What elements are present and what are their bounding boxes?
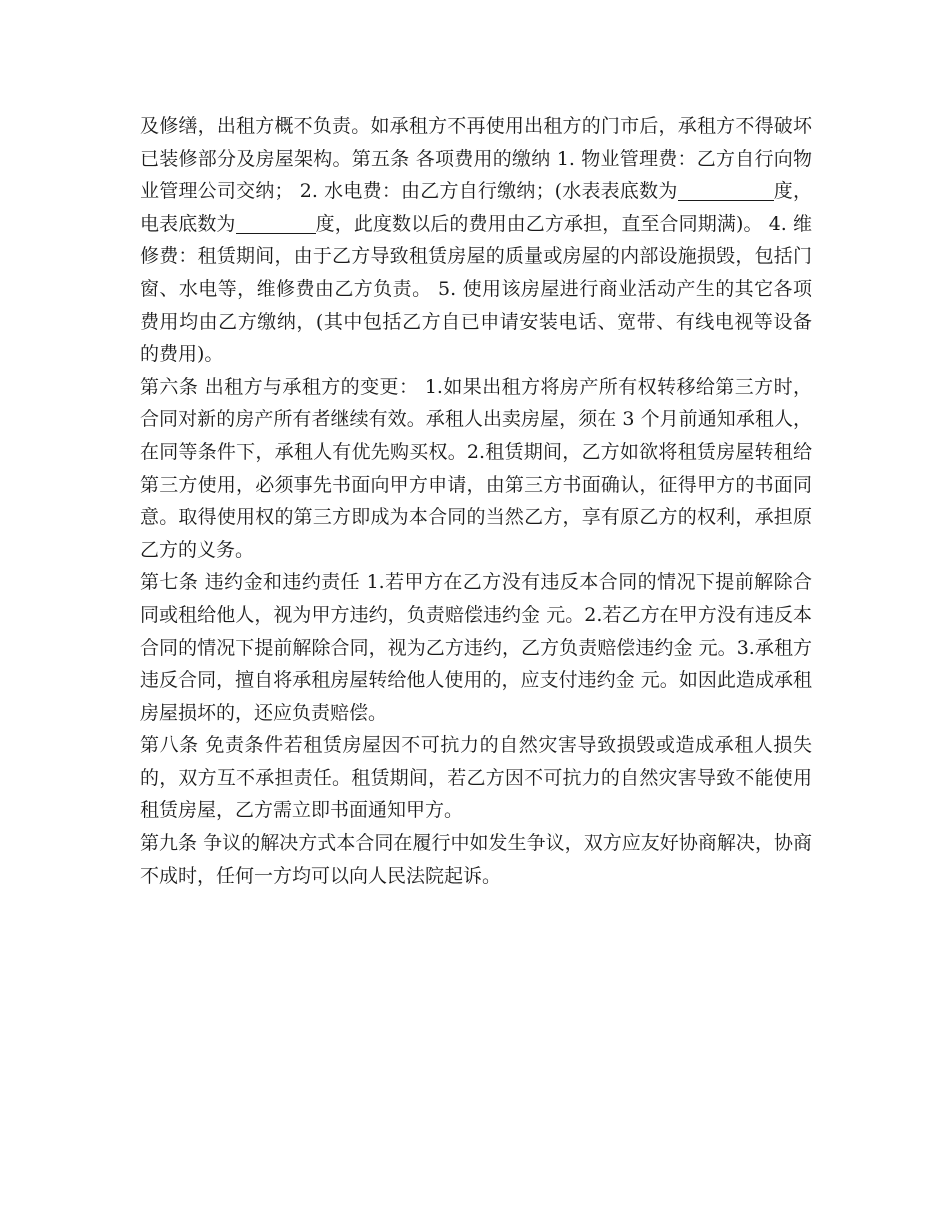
paragraph-article-6: 第六条 出租方与承租方的变更： 1.如果出租方将房产所有权转移给第三方时，合同对新的房产所有者继续有效。承租人出卖房屋，须在 3 个月前通知承租人，在同等条件下，承租人有优先购买权。2.租赁期间，乙方如欲将租赁房屋转租给第三方使用，必须事先书面向甲方申请，由第三方书面确认，征得甲方的书面同意。取得使用权的第三方即成为本合同的当然乙方，享有原乙方的权利，承担原乙方的义务。 — [140, 375, 812, 561]
water-meter-blank — [678, 180, 774, 201]
electric-meter-blank — [236, 213, 316, 234]
contract-body — [140, 110, 812, 892]
article-5-text-part-2: 度，电表底数为 — [140, 180, 812, 235]
paragraph-article-7: 第七条 违约金和违约责任 1.若甲方在乙方没有违反本合同的情况下提前解除合同或租给他人，视为甲方违约，负责赔偿违约金 元。2.若乙方在甲方没有违反本合同的情况下提前解除合同，视为乙方违约，乙方负责赔偿违约金 元。3.承租方违反合同，擅自将承租房屋转给他人使用的，应支付违约金 元。如因此造成承租房屋损坏的，还应负责赔偿。 — [140, 571, 812, 724]
paragraph-article-8: 第八条 免责条件若租赁房屋因不可抗力的自然灾害导致损毁或造成承租人损失的，双方互不承担责任。租赁期间，若乙方因不可抗力的自然灾害导致不能使用租赁房屋，乙方需立即书面通知甲方。 — [140, 734, 812, 822]
article-5-text-part-3: 度，此度数以后的费用由乙方承担，直至合同期满)。 4. 维修费：租赁期间，由于乙方导致租赁房屋的质量或房屋的内部设施损毁，包括门窗、水电等，维修费由乙方负责。 5. 使用该房屋进行商业活动产生的其它各项费用均由乙方缴纳，(其中包括乙方自已申请安装电话、宽带、有线电视等设备的费用)。 — [140, 212, 812, 366]
article-5-text-part-1: 及修缮，出租方概不负责。如承租方不再使用出租方的门市后，承租方不得破坏已装修部分及房屋架构。第五条 各项费用的缴纳 1. 物业管理费：乙方自行向物业管理公司交纳； 2. 水电费：由乙方自行缴纳；(水表表底数为 — [140, 115, 812, 203]
paragraph-article-9: 第九条 争议的解决方式本合同在履行中如发生争议，双方应友好协商解决，协商不成时，任何一方均可以向人民法院起诉。 — [140, 832, 812, 887]
paragraph-article-5 — [140, 110, 812, 371]
